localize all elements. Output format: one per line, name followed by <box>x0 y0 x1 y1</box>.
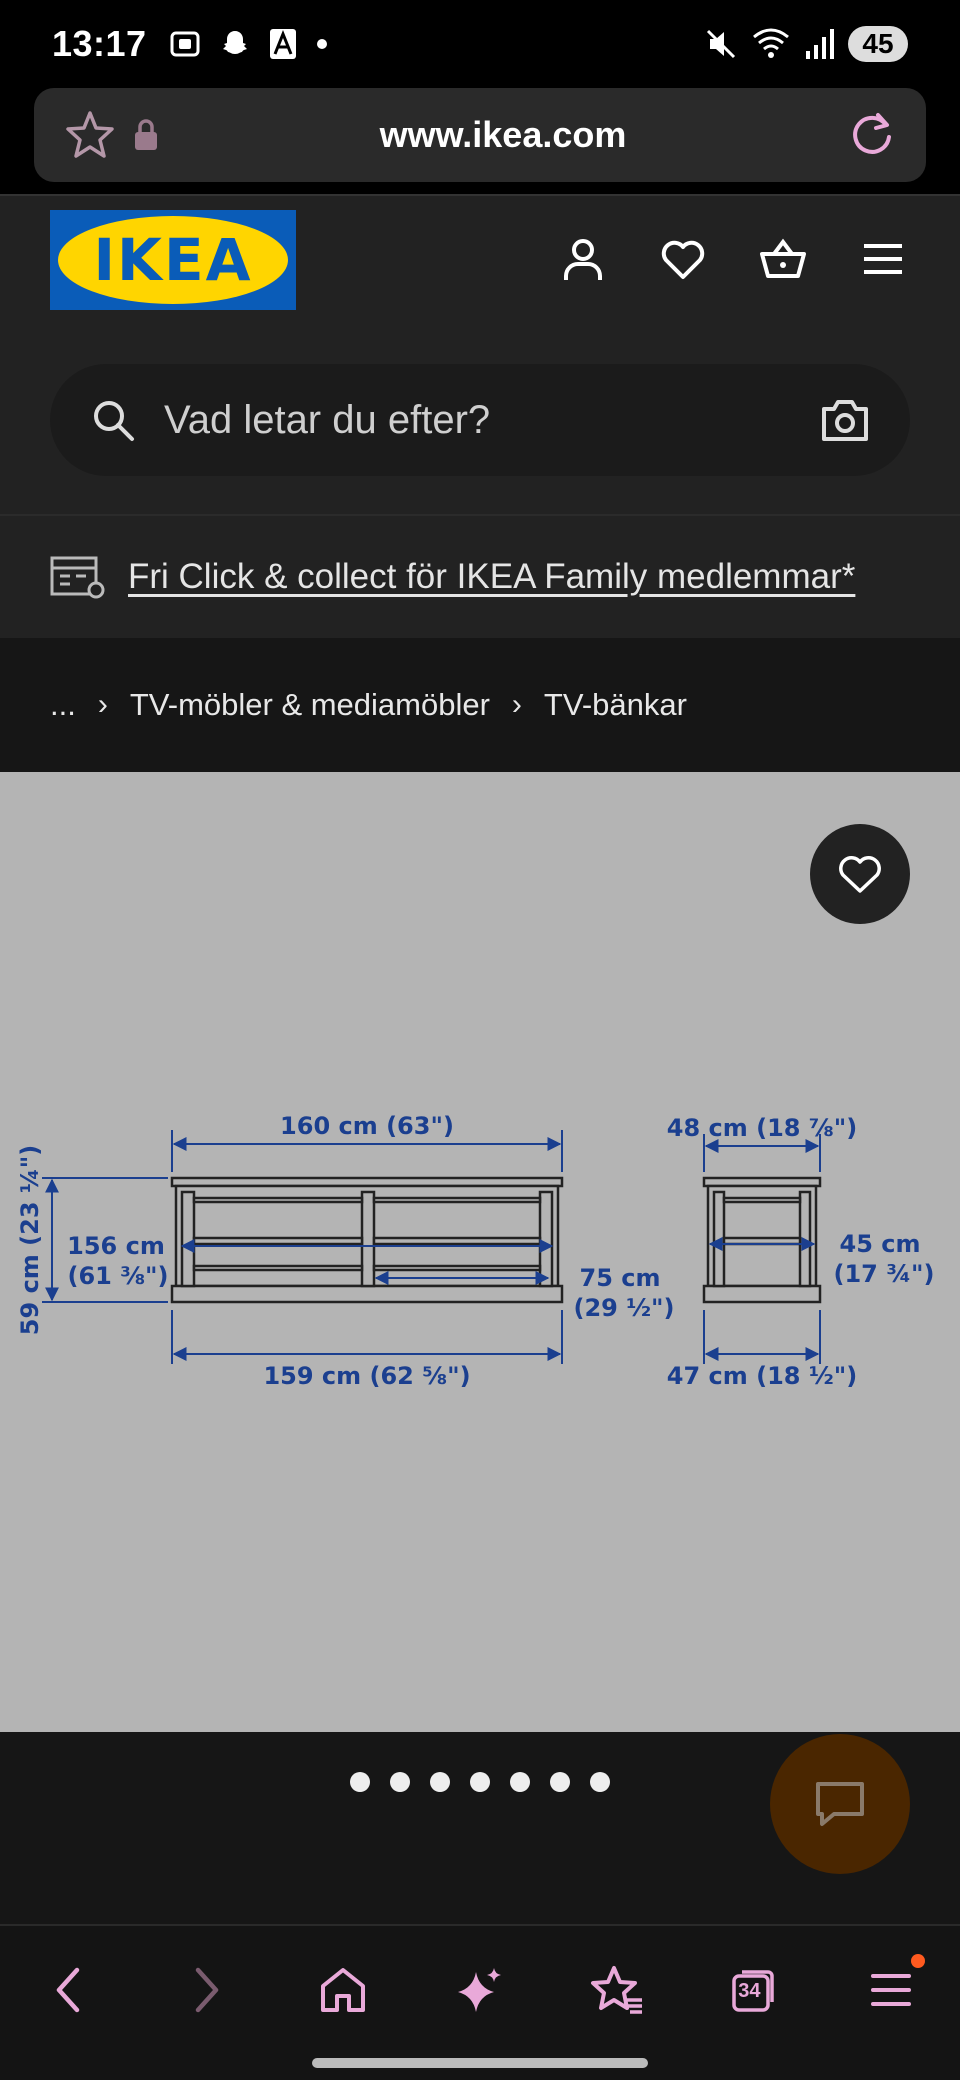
tab-count: 34 <box>738 1980 761 2002</box>
bookmarks-button[interactable] <box>587 1960 647 2020</box>
carousel-dot[interactable] <box>430 1772 450 1792</box>
add-to-favourites-button[interactable] <box>810 824 910 924</box>
header-icons <box>558 234 908 284</box>
tabs-button[interactable] <box>724 1960 784 2020</box>
menu-icon[interactable] <box>858 234 908 284</box>
dim-label-inner-width-in: (61 ⅜") <box>67 1262 169 1290</box>
carousel-dot[interactable] <box>350 1772 370 1792</box>
menu-icon <box>867 1966 915 2014</box>
chevron-right-icon: › <box>511 688 522 721</box>
dim-label-inner-depth-cm: 45 cm <box>839 1230 921 1258</box>
battery-indicator: 45 <box>848 26 908 62</box>
nav-row <box>0 1960 960 2020</box>
breadcrumb-item-tv-furniture[interactable]: TV-möbler & mediamöbler <box>129 687 490 722</box>
dot-icon <box>315 37 329 51</box>
carousel-dot[interactable] <box>590 1772 610 1792</box>
dim-label-depth-bottom: 47 cm (18 ½") <box>666 1362 858 1390</box>
dim-label-inner-width-cm: 156 cm <box>67 1232 165 1260</box>
carousel-dot[interactable] <box>510 1772 530 1792</box>
url-bar[interactable] <box>34 88 926 182</box>
breadcrumb <box>0 638 960 772</box>
chat-icon <box>812 1778 868 1830</box>
snapchat-icon <box>219 28 251 60</box>
status-bar <box>0 0 960 88</box>
ai-assistant-button[interactable] <box>450 1960 510 2020</box>
notification-dot <box>911 1954 925 1968</box>
search-icon[interactable] <box>90 397 136 443</box>
dimension-drawing <box>0 772 960 1732</box>
dim-label-width-top: 160 cm (63") <box>280 1112 454 1140</box>
chevron-right-icon <box>186 1964 226 2016</box>
promo-link[interactable]: Fri Click & collect för IKEA Family medlemmar* <box>128 557 856 596</box>
camera-icon[interactable] <box>820 397 870 443</box>
promo-banner <box>0 514 960 638</box>
dim-label-depth-top: 48 cm (18 ⅞") <box>666 1114 858 1142</box>
heart-icon <box>837 853 883 895</box>
search-section <box>0 324 960 514</box>
site-header <box>0 194 960 324</box>
tv-bench-side-view <box>704 1178 820 1302</box>
dim-label-inner-depth-in: (17 ¾") <box>833 1260 935 1288</box>
dim-label-width-bottom: 159 cm (62 ⅝") <box>263 1362 471 1390</box>
chevron-left-icon <box>49 1964 89 2016</box>
status-time: 13:17 <box>52 23 147 64</box>
dim-label-shelf-width-cm: 75 cm <box>579 1264 661 1292</box>
browser-bottom-nav <box>0 1924 960 2080</box>
status-left-icons <box>169 28 329 60</box>
heart-icon[interactable] <box>658 234 708 284</box>
dim-label-height: 59 cm (23 ¼") <box>16 1144 44 1336</box>
carousel-dot[interactable] <box>470 1772 490 1792</box>
url-text[interactable]: www.ikea.com <box>379 114 627 155</box>
home-icon <box>317 1964 369 2016</box>
signal-icon <box>804 27 834 61</box>
search-box[interactable] <box>50 364 910 476</box>
product-image-gallery[interactable] <box>0 772 960 1732</box>
browser-menu-button[interactable] <box>861 1960 921 2020</box>
logo-ellipse <box>58 216 288 304</box>
carousel-dot[interactable] <box>550 1772 570 1792</box>
status-right-icons <box>704 26 908 62</box>
font-icon <box>269 28 297 60</box>
breadcrumb-ellipsis[interactable]: ... <box>50 687 76 722</box>
star-list-icon <box>590 1964 644 2016</box>
click-collect-icon <box>50 554 106 600</box>
sparkle-icon <box>454 1964 506 2016</box>
refresh-icon[interactable] <box>846 109 898 161</box>
tv-bench-front-view <box>172 1178 562 1302</box>
bookmark-star-icon[interactable] <box>62 107 118 163</box>
lock-icon[interactable] <box>132 118 160 152</box>
dim-label-shelf-width-in: (29 ½") <box>573 1294 675 1322</box>
back-button[interactable] <box>39 1960 99 2020</box>
mute-icon <box>704 27 738 61</box>
chevron-right-icon: › <box>97 688 108 721</box>
home-indicator[interactable] <box>312 2058 648 2068</box>
logo-wordmark: IKEA <box>93 226 253 294</box>
basket-icon[interactable] <box>758 234 808 284</box>
home-button[interactable] <box>313 1960 373 2020</box>
chat-button[interactable] <box>770 1734 910 1874</box>
wifi-icon <box>752 27 790 61</box>
screenshot-icon <box>169 28 201 60</box>
carousel-dot[interactable] <box>390 1772 410 1792</box>
breadcrumb-item-tv-benches[interactable]: TV-bänkar <box>543 687 687 722</box>
ikea-logo[interactable] <box>50 210 296 310</box>
account-icon[interactable] <box>558 234 608 284</box>
forward-button[interactable] <box>176 1960 236 2020</box>
carousel-dots <box>350 1772 610 1792</box>
carousel-indicator-area <box>0 1732 960 1924</box>
search-input[interactable] <box>164 398 820 443</box>
